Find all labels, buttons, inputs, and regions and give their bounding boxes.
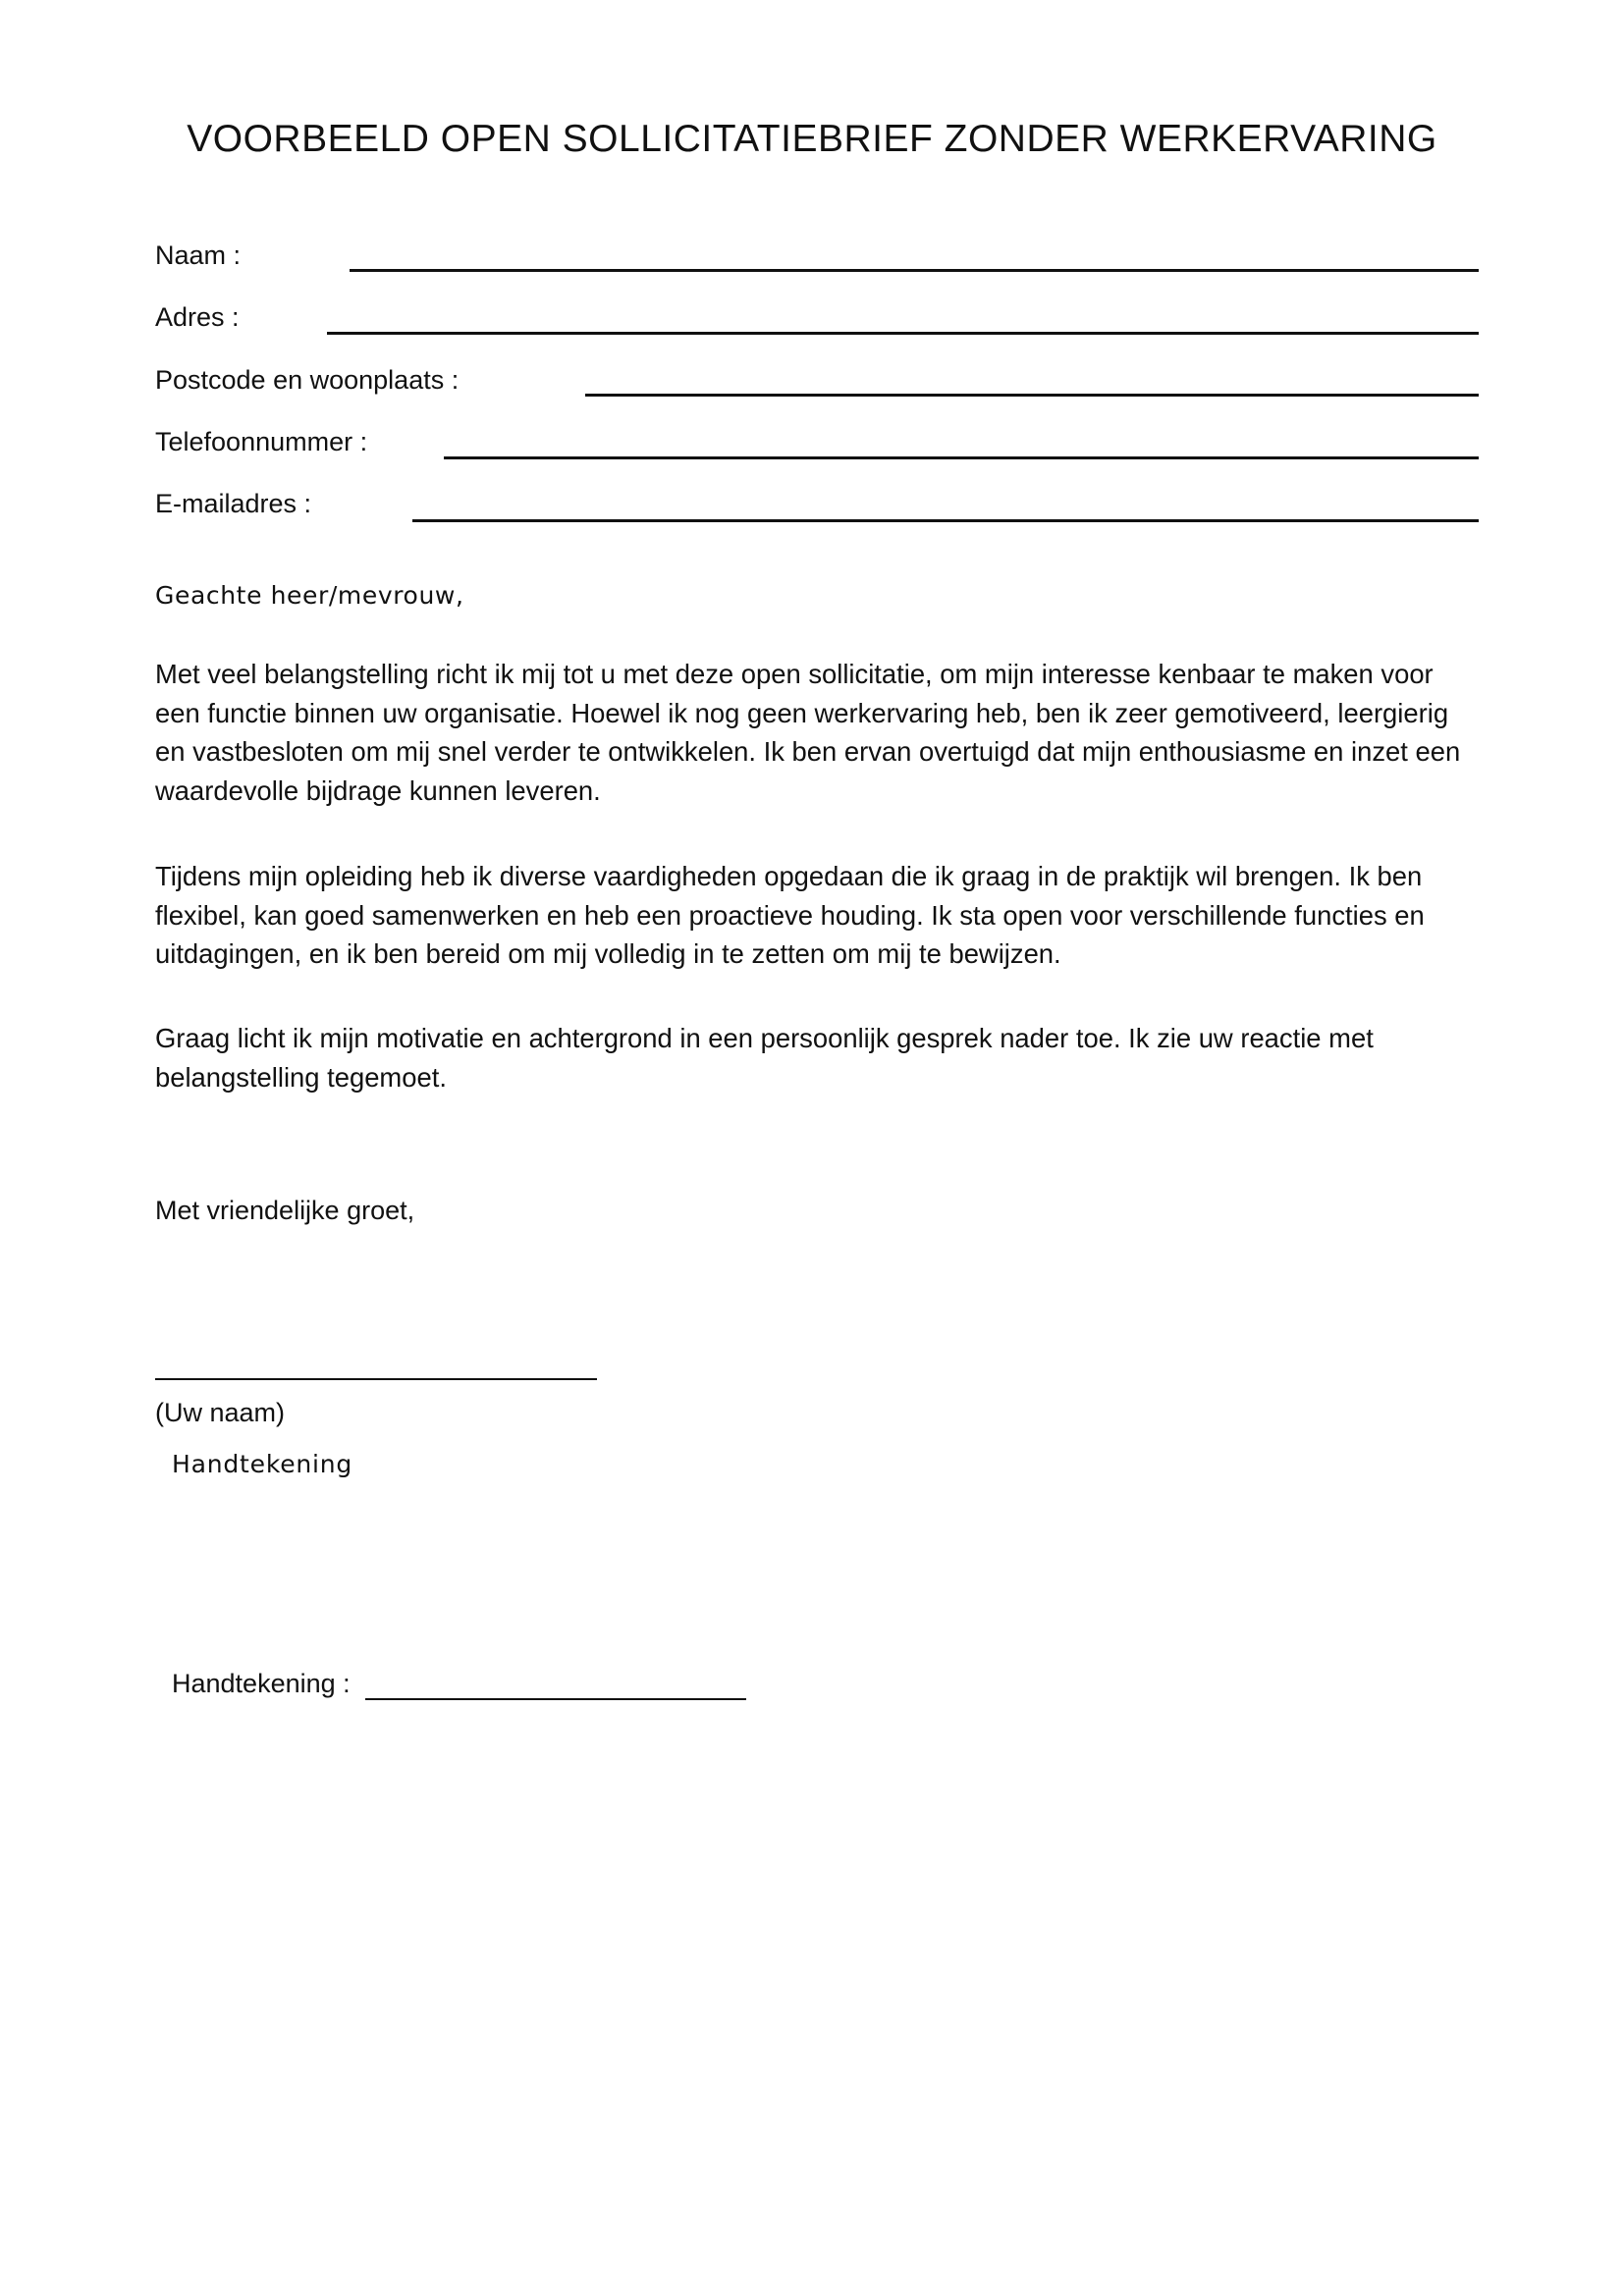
paragraph-3: Graag licht ik mijn motivatie en achtergrond in een persoonlijk gesprek nader toe. Ik zie uw reactie met belangstelling tegemoet.	[155, 1023, 1374, 1093]
page-title: VOORBEELD OPEN SOLLICITATIEBRIEF ZONDER WERKERVARING	[187, 118, 1437, 160]
field-line-postcode[interactable]	[585, 394, 1479, 397]
field-line-naam[interactable]	[350, 269, 1479, 272]
field-label-postcode: Postcode en woonplaats :	[155, 365, 460, 395]
closing: Met vriendelijke groet,	[155, 1196, 415, 1225]
field-label-naam: Naam :	[155, 240, 242, 270]
handtekening-line[interactable]	[365, 1698, 746, 1700]
signature-word: Handtekening	[172, 1450, 353, 1478]
signature-name-placeholder: (Uw naam)	[155, 1398, 286, 1427]
handtekening-label: Handtekening :	[172, 1669, 351, 1698]
paragraph-1: Met veel belangstelling richt ik mij tot u met deze open sollicitatie, om mijn interesse kenbaar te maken voor een functie binnen uw organisatie. Hoewel ik nog geen werkervaring heb, ben ik zeer gemotiveerd, leergierig en vastbesloten om mij snel verder te ontwikkelen. Ik ben ervan overtuigd dat mijn enthousiasme en inzet een waardevolle bijdrage kunnen leveren.	[155, 659, 1461, 806]
field-label-adres: Adres :	[155, 302, 240, 332]
salutation: Geachte heer/mevrouw,	[155, 581, 464, 610]
field-line-email[interactable]	[412, 519, 1479, 522]
signature-line[interactable]	[155, 1378, 597, 1380]
field-line-adres[interactable]	[327, 332, 1479, 335]
paragraph-2: Tijdens mijn opleiding heb ik diverse vaardigheden opgedaan die ik graag in de praktijk wil brengen. Ik ben flexibel, kan goed samenwerken en heb een proactieve houding. Ik sta open voor verschillende functies en uitdagingen, en ik ben bereid om mij volledig in te zetten om mij te bewijzen.	[155, 861, 1425, 969]
field-line-telefoon[interactable]	[444, 456, 1479, 459]
field-label-telefoon: Telefoonnummer :	[155, 427, 368, 456]
field-label-email: E-mailadres :	[155, 489, 312, 518]
